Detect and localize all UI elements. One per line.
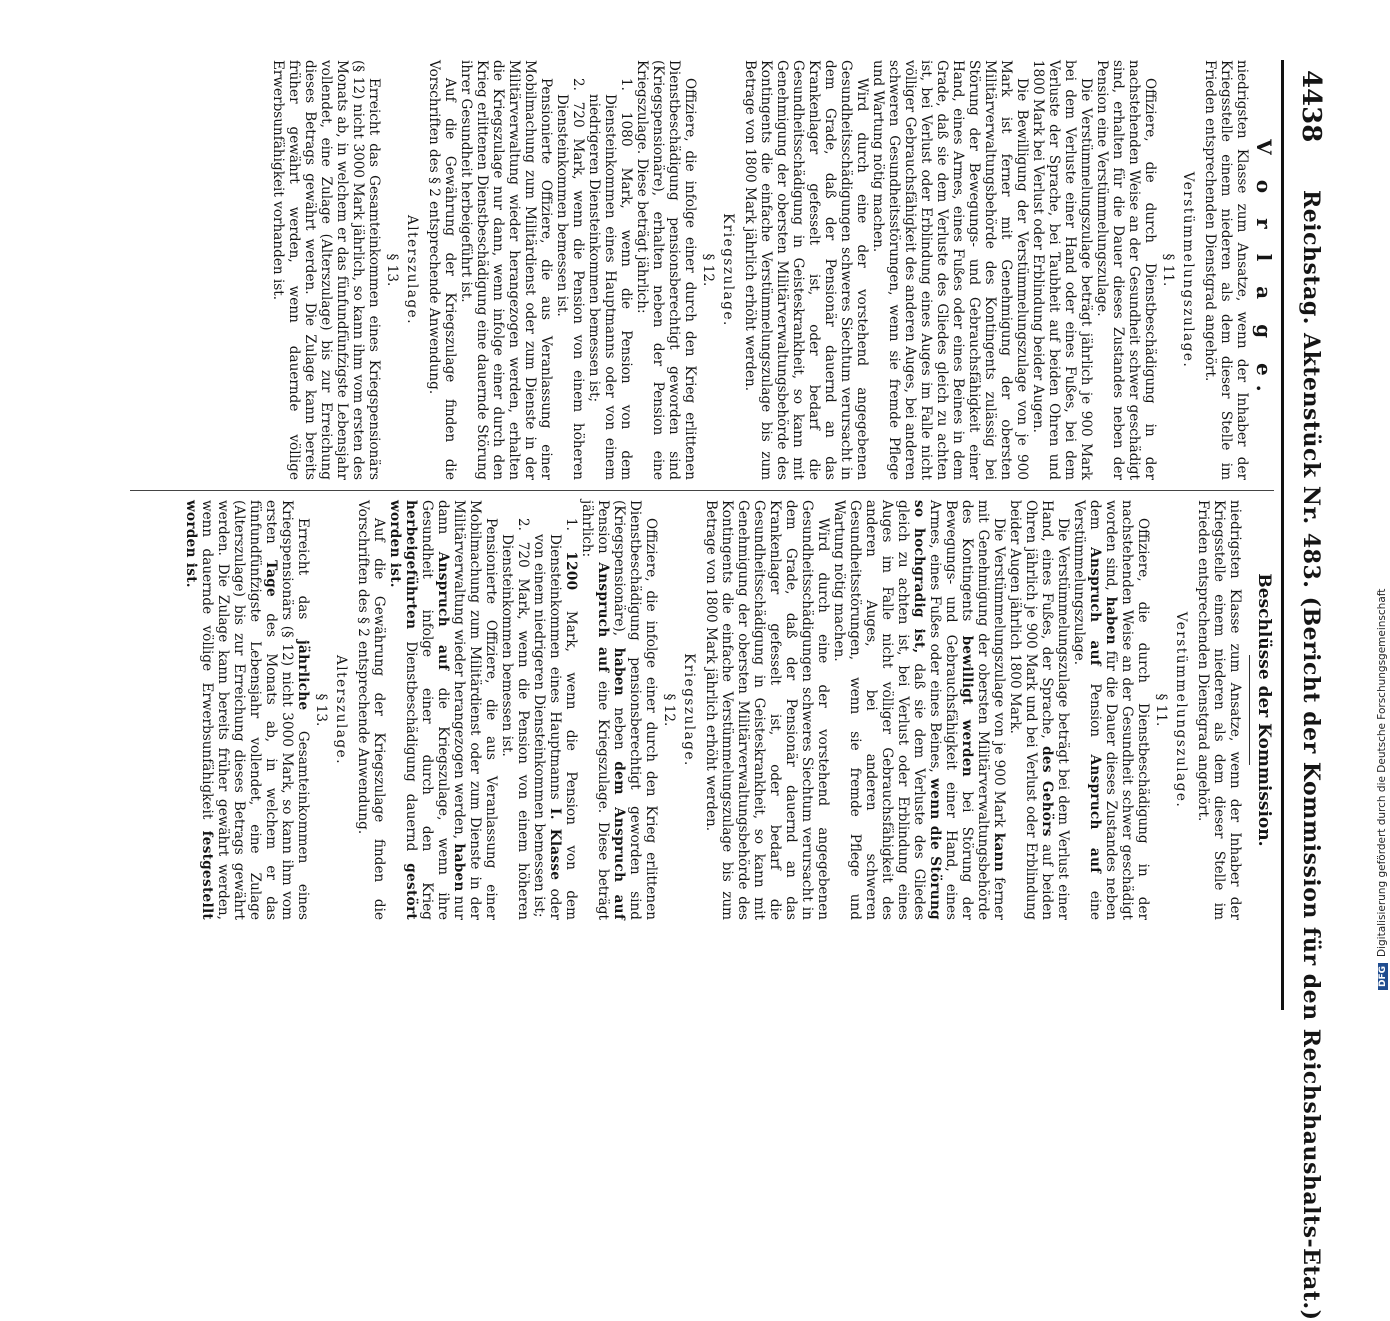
paragraph: Erreicht das jährliche Gesamteinkommen eines Kriegspensionärs (§ 12) nicht 3000 Mark, so kann ihm vom ersten Tage des Monats ab, in welchem er das fünfundfünfzigste Lebensjahr vollendet, eine Zulage (Alterszulage) bis zur Erreichung dieses Betrags gewährt werden. Die Zulage kann bereits früher gewährt werden, wenn dauernde völlige Erwerbsunfähigkeit festgestellt worden ist. — [183, 500, 311, 920]
paragraph: Auf die Gewährung der Kriegszulage finden die Vorschriften des § 2 entsprechende Anwendung. — [355, 500, 387, 920]
header-title: Reichstag. Aktenstück Nr. 483. (Bericht der Kommission für den Reichshaushalts-Etat.) — [1298, 190, 1324, 1321]
list-item: 1. 1200 Mark, wenn die Pension von dem Diensteinkommen eines Hauptmanns I. Klasse oder von einem niedrigeren Diensteinkommen bemessen ist; — [531, 518, 579, 920]
paragraph: Die Verstümmelungszulage beträgt jährlich je 900 Mark bei dem Verluste einer Hand oder eines Fußes, bei dem Verluste der Sprache, bei Taubheit auf beiden Ohren und 1800 Mark bei Verlust oder Erblindung beider Augen. — [1030, 60, 1094, 480]
paragraph-sign: § 11. — [1153, 693, 1169, 727]
funding-note — [1376, 0, 1390, 990]
section-heading: Alterszulage. — [404, 214, 420, 326]
paragraph-sign: § 12. — [700, 253, 716, 287]
paragraph: niedrigsten Klasse zum Ansatze, wenn der Inhaber der Kriegsstelle einem niederen als dem dieser Stelle im Frieden entsprechenden Dienstgrad angehört. — [1202, 60, 1250, 480]
paragraph-sign: § 11. — [1160, 253, 1176, 287]
paragraph: Pensionierte Offiziere, die aus Veranlassung einer Mobilmachung zum Militärdienst oder zum Dienste in der Militärverwaltung wieder herangezogen werden, haben nur dann Anspruch auf die Kriegszulage, wenn ihre Gesundheit infolge einer durch den Krieg herbeigeführten Dienstbeschädigung dauernd gestört worden ist. — [387, 500, 499, 921]
paragraph: Offiziere, die durch Dienstbeschädigung in der nachstehenden Weise an der Gesundheit schwer geschädigt worden sind, haben für die Dauer dieses Zustandes neben dem Anspruch auf Pension Anspruch auf eine Verstümmelungszulage. — [1071, 500, 1151, 921]
column-title: V o r l a g e. — [1252, 139, 1276, 401]
paragraph: Die Bewilligung der Verstümmelungszulage von je 900 Mark ist ferner mit Genehmigung der obersten Militärverwaltungsbehörde des Kontingents zulässig bei Störung der Bewegungs- und Gebrauchsfähigkeit einer Hand, eines Armes, eines Fußes oder eines Beines in dem Grade, daß sie dem Verluste des Gliedes gleich zu achten ist, bei Verlust oder Erblindung eines Auges im Falle nicht völliger Gebrauchsfähigkeit des anderen Auges, bei anderen schweren Gesundheitsstörungen, wenn sie fremde Pflege und Wartung nötig machen. — [870, 60, 1030, 480]
column-title: Beschlüsse der Kommission. — [1254, 573, 1274, 847]
document-page — [130, 60, 1330, 1321]
paragraph: Erreicht das Gesamteinkommen eines Kriegspensionärs (§ 12) nicht 3000 Mark jährlich, so kann ihm vom ersten des Monats ab, in welchem er das fünfundfünfzigste Lebensjahr vollendet, eine Zulage (Alterszulage) bis zur Erreichung dieses Betrags gewährt werden. Die Zulage kann bereits früher gewährt werden, wenn dauernde völlige Erwerbsunfähigkeit vorhanden ist. — [270, 60, 382, 480]
column-vorlage — [130, 60, 1274, 480]
paragraph: Pensionierte Offiziere, die aus Veranlassung einer Mobilmachung zum Militärdienst oder zum Dienste in der Militärverwaltung wieder herangezogen werden, erhalten die Kriegszulage nur dann, wenn infolge einer durch den Krieg erlittenen Dienstbeschädigung eine dauernde Störung ihrer Gesundheit herbeigeführt ist. — [458, 60, 554, 480]
paragraph: Offiziere, die infolge einer durch den Krieg erlittenen Dienstbeschädigung pensionsberechtigt geworden sind (Kriegspensionäre), erhalten neben der Pension eine Kriegszulage. Diese beträgt jährlich: — [634, 60, 698, 480]
dfg-logo: DFG — [1378, 963, 1388, 990]
paragraph: Die Verstümmelungszulage beträgt bei dem Verlust einer Hand, eines Fußes, der Sprache, des Gehörs auf beiden Ohren jährlich je 900 Mark und bei Verlust oder Erblindung beider Augen jährlich 1800 Mark. — [1007, 500, 1071, 920]
list-item: 1. 1080 Mark, wenn die Pension von dem Diensteinkommen eines Hauptmanns oder von einem niedrigeren Diensteinkommen bemessen ist; — [586, 78, 634, 480]
paragraph: Die Verstümmelungszulage von je 900 Mark kann ferner mit Genehmigung der obersten Militärverwaltungsbehörde des Kontingents bewilligt werden bei Störung der Bewegungs- und Gebrauchsfähigkeit einer Hand, eines Armes, eines Fußes oder eines Beines, wenn die Störung so hochgradig ist, daß sie dem Verluste des Gliedes gleich zu achten ist, bei Verlust oder Erblindung eines Auges im Falle nicht völliger Gebrauchsfähigkeit des anderen Auges, bei anderen schweren Gesundheitsstörungen, wenn sie fremde Pflege und Wartung nötig machen. — [831, 500, 1007, 920]
section-heading: Verstümmelungszulage. — [1180, 171, 1196, 369]
paragraph: niedrigsten Klasse zum Ansatze, wenn der Inhaber der Kriegsstelle einem niederen als dem dieser Stelle im Frieden entsprechenden Dienstgrad angehört. — [1195, 500, 1243, 920]
paragraph-sign: § 13. — [313, 693, 329, 727]
paragraph-sign: § 12. — [661, 693, 677, 727]
paragraph: Wird durch eine der vorstehend angegebenen Gesundheitsschädigungen schweres Siechtum verursacht in dem Grade, daß der Pensionär dauernd an das Krankenlager gefesselt ist, oder bedarf die Gesundheitsschädigung in Geisteskrankheit, so kann mit Genehmigung der obersten Militärverwaltungsbehörde des Kontingents die einfache Verstümmelungszulage bis zum Betrage von 1800 Mark jährlich erhöht werden. — [742, 60, 870, 480]
paragraph-sign: § 13. — [384, 253, 400, 287]
funding-text: Digitalisierung gefördert durch die Deutsche Forschungsgemeinschaft — [1376, 588, 1388, 957]
paragraph: Auf die Gewährung der Kriegszulage finden die Vorschriften des § 2 entsprechende Anwendung. — [426, 60, 458, 480]
paragraph: Offiziere, die infolge einer durch den Krieg erlittenen Dienstbeschädigung pensionsberechtigt geworden sind (Kriegspensionäre), haben neben dem Anspruch auf Pension Anspruch auf eine Kriegszulage. Diese beträgt jährlich: — [579, 500, 659, 921]
page-number: 4438 — [1296, 70, 1326, 143]
section-heading: Kriegszulage. — [720, 213, 736, 327]
paragraph: Offiziere, die durch Dienstbeschädigung in der nachstehenden Weise an der Gesundheit schwer geschädigt sind, erhalten für die Dauer dieses Zustandes neben der Pension eine Verstümmelungszulage. — [1094, 60, 1158, 480]
section-heading: Alterszulage. — [333, 654, 349, 766]
list-item: 2. 720 Mark, wenn die Pension von einem höheren Diensteinkommen bemessen ist. — [499, 518, 531, 920]
page-header — [1281, 60, 1330, 1321]
list-item: 2. 720 Mark, wenn die Pension von einem höheren Diensteinkommen bemessen ist. — [554, 78, 586, 480]
section-heading: Kriegszulage. — [681, 653, 697, 767]
column-divider — [130, 490, 1274, 491]
section-heading: Verstümmelungszulage. — [1173, 611, 1189, 809]
title-rule — [1249, 655, 1250, 765]
paragraph: Wird durch eine der vorstehend angegebenen Gesundheitsschädigungen schweres Siechtum verursacht in dem Grade, daß der Pensionär dauernd an das Krankenlager gefesselt ist, oder bedarf die Gesundheitsschädigung in Geisteskrankheit, so kann mit Genehmigung der obersten Militärverwaltungsbehörde des Kontingents die einfache Verstümmelungszulage bis zum Betrage von 1800 Mark jährlich erhöht werden. — [703, 500, 831, 920]
column-beschluesse — [130, 500, 1274, 920]
